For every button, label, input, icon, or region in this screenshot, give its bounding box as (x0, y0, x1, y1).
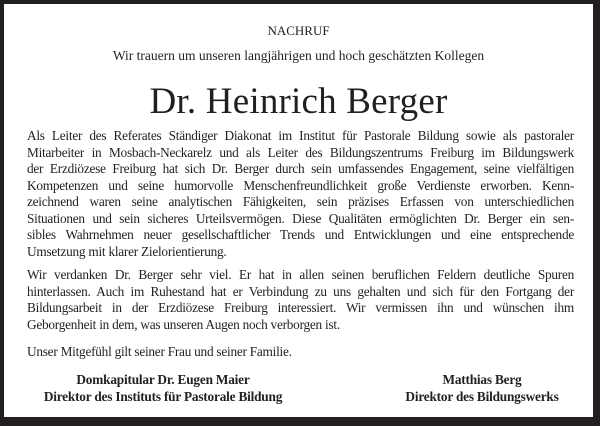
text-line: Mitarbeiter in Mosbach-Neckarelz und als Leiter des Bildungszentrums Freiburg im Bildungswerk (27, 144, 574, 160)
text-line: sibles Wahrnehmen neuer gesellschaftlicher Trends und Entwicklungen und eine entsprechende (27, 227, 574, 242)
text-line: Unser Mitgefühl gilt seiner Frau und seiner Familie. (27, 344, 292, 359)
paragraph-career (27, 128, 574, 260)
text-line: zeichnend waren seine analytischen Fähigkeiten, sein präzises Erfassen von unterschiedlichen (27, 194, 574, 209)
signature-left (28, 371, 298, 405)
signature-right (387, 371, 577, 405)
paragraph-gratitude (27, 267, 574, 333)
paragraph-condolence (27, 344, 574, 361)
signatory-name: Domkapitular Dr. Eugen Maier (76, 372, 250, 387)
text-line: hinterlassen. Auch im Ruhestand hat er Verbindung zu uns gehalten und sich für den Fortgang der (27, 283, 574, 299)
text-line: Als Leiter des Referates Ständiger Diakonat im Institut für Pastorale Bildung sowie als pastoraler (27, 128, 574, 143)
text-line: der Erzdiözese Freiburg hat sich Dr. Berger durch sein umfassendes Engagement, seine vielfältigen (27, 161, 574, 176)
deceased-name: Dr. Heinrich Berger (149, 81, 448, 122)
text-line: Geborgenheit in dem, was unseren Augen noch verborgen ist. (27, 316, 340, 332)
text-line: Umsetzung mit klarer Zielorientierung. (27, 243, 227, 259)
intro-line: Wir trauern um unseren langjährigen und hoch geschätzten Kollegen (112, 48, 485, 63)
kicker-heading: NACHRUF (267, 23, 330, 38)
text-line: Situationen und sein sicheres Urteilsvermögen. Diese Qualitäten ermöglichten Dr. Berger ein sen- (27, 210, 574, 226)
text-line: Wir verdanken Dr. Berger sehr viel. Er hat in allen seinen beruflichen Feldern deutliche Spuren (27, 267, 574, 282)
signatory-title: Direktor des Instituts für Pastorale Bildung (43, 389, 283, 404)
signatory-title: Direktor des Bildungswerks (405, 389, 559, 404)
signatory-name: Matthias Berg (442, 372, 522, 387)
text-line: Kompetenzen und seine humorvolle Menschenfreundlichkeit große Verdienste erworben. Kenn- (27, 177, 574, 193)
text-line: Bildungsarbeit in der Erzdiözese Freiburg interessiert. Wir vermissen ihn und wünschen ihm (27, 300, 574, 315)
